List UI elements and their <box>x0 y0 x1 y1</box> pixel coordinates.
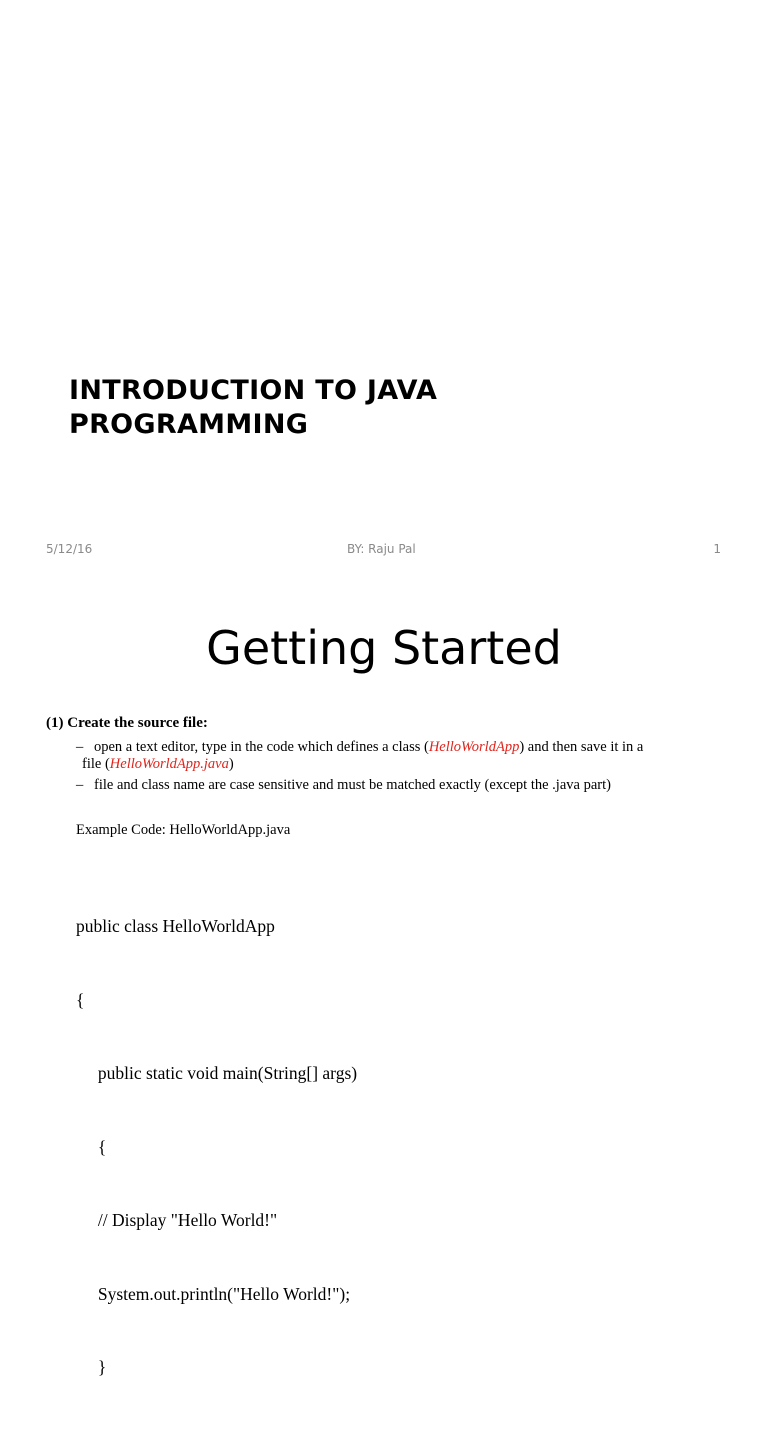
bullet-item <box>76 739 736 773</box>
title-line-1: INTRODUCTION TO JAVA <box>69 375 438 406</box>
bullet-text <box>76 739 736 773</box>
class-name-highlight: HelloWorldApp <box>428 739 520 755</box>
bullet-text-line-2 <box>82 756 736 773</box>
bullet-dash: – <box>76 739 84 755</box>
code-line: System.out.println("Hello World!"); <box>76 1283 351 1304</box>
code-line: } <box>76 1357 107 1377</box>
bullet-text-part: ) and then save it in a <box>519 739 644 755</box>
bullet-text-part: open a text editor, type in the code which defines a class ( <box>94 739 429 755</box>
code-line: // Display "Hello World!" <box>76 1210 278 1230</box>
code-line: public class HelloWorldApp <box>76 916 275 936</box>
title-line-2: PROGRAMMING <box>69 409 309 440</box>
step-heading: (1) Create the source file: <box>46 715 208 731</box>
file-name-highlight: HelloWorldApp.java <box>109 756 229 772</box>
slide-1 <box>0 0 768 576</box>
bullet-text-part: ) <box>228 756 234 772</box>
bullet-item <box>76 777 736 794</box>
footer-date: 5/12/16 <box>46 542 93 556</box>
bullet-dash: – <box>76 777 84 793</box>
slide-2 <box>0 576 768 1377</box>
bullet-text-part: file ( <box>82 756 110 772</box>
footer-author: BY: Raju Pal <box>347 542 416 556</box>
code-line: { <box>76 989 85 1010</box>
code-line: public static void main(String[] args) <box>76 1063 358 1083</box>
slide-title: Getting Started <box>206 621 562 675</box>
slide-title <box>69 374 689 442</box>
bullet-text: file and class name are case sensitive and must be matched exactly (except the .java part) <box>94 777 611 793</box>
code-block <box>76 865 357 1429</box>
example-code-label: Example Code: HelloWorldApp.java <box>76 822 291 838</box>
code-line: { <box>76 1136 107 1157</box>
footer-page-number: 1 <box>713 542 721 556</box>
